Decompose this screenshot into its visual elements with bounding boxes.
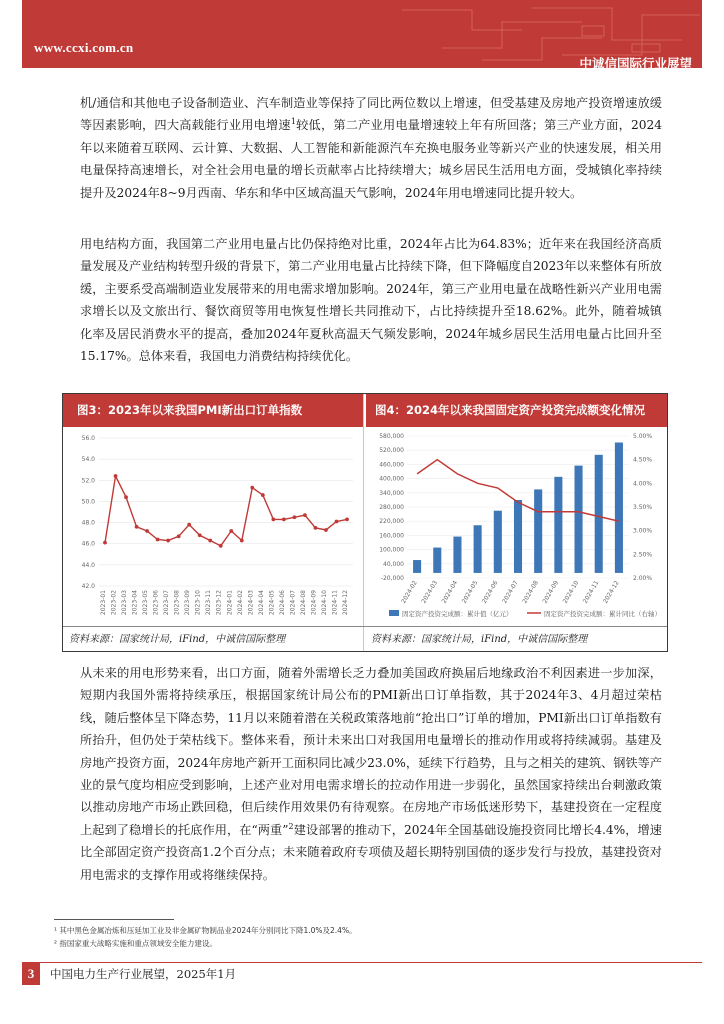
figure-panel [62,393,668,652]
source-divider [63,626,667,627]
fai-left-ytick-label: 460,000 [379,461,404,469]
pmi-point [208,539,212,543]
fai-xtick-label: 2024-12 [602,579,621,605]
pmi-xtick-label: 2023-08 [173,590,181,616]
fai-xtick-label: 2024-10 [561,579,581,605]
fai-bar [615,442,623,572]
fai-left-ytick-label: 520,000 [379,447,404,455]
fai-left-ytick-label: 220,000 [379,518,404,526]
pmi-xtick-label: 2024-12 [342,590,349,616]
pmi-xtick-label: 2023-02 [110,590,118,616]
fai-right-ytick-label: 2.50% [633,551,653,559]
pmi-xtick-label: 2023-11 [205,590,213,616]
pmi-point [314,526,318,530]
pmi-point [219,544,223,548]
fai-left-ytick-label: 40,000 [383,560,404,568]
figure-divider [363,394,366,651]
fai-bar [534,489,542,573]
fai-xtick-label: 2024-04 [440,579,460,605]
pmi-xtick-label: 2024-01 [226,590,234,616]
fai-right-ytick-label: 5.00% [633,433,653,440]
pmi-point [282,518,286,522]
pmi-point [324,528,328,532]
fai-legend-line-label: 固定资产投资完成额：累计同比（右轴） [544,610,661,618]
fai-legend-bar-label: 固定资产投资完成额：累计值（亿元） [402,610,513,618]
pmi-ytick-label: 48.0 [81,519,95,527]
pmi-xtick-label: 2023-07 [163,590,171,616]
pmi-ytick-label: 56.0 [81,435,95,442]
footnote-1: ¹ 其中黑色金属冶炼和压延加工业及非金属矿物制品业2024年分别同比下降1.0%及2.4%。 [54,926,357,935]
fai-bar [453,537,461,573]
pmi-point [145,529,149,533]
paragraph-3 [80,662,662,886]
fai-xtick-label: 2024-02 [400,579,419,605]
pmi-xtick-label: 2024-05 [268,590,276,616]
pmi-point [345,518,349,522]
fai-right-ytick-label: 4.00% [633,480,653,488]
paragraph-1-tail: 较低，第二产业用电量增速较上年有所回落；第三产业方面，2024年以来随着互联网、云计算、大数据、人工智能和新能源汽车充换电服务业等新兴产业的快速发展，相关用电量保持高速增长，对全社会用电量的增长贡献率占比持续增大；城乡居民生活用电方面，受城镇化率持续提升及2024年8~9月西南、华东和华中区域高温天气影响，2024年用电增速同比提升较大。 [80,118,662,200]
pmi-point [271,518,275,522]
fai-xtick-label: 2024-03 [420,579,440,605]
fai-bar [474,525,482,573]
pmi-xtick-label: 2024-07 [289,590,297,616]
fai-bar [514,500,522,573]
figure-3-title: 图3：2023年以来我国PMI新出口订单指数 [63,394,363,427]
fai-legend-bar-swatch [389,610,399,616]
pmi-point [187,523,191,527]
page-number: 3 [22,963,40,985]
fai-right-ytick-label: 3.00% [633,527,653,535]
pmi-xtick-label: 2023-09 [184,590,192,616]
fai-xtick-label: 2024-06 [480,579,500,605]
fai-bar [433,548,441,573]
fai-left-ytick-label: 280,000 [379,504,404,511]
fai-xtick-label: 2024-11 [581,579,601,605]
pmi-xtick-label: 2023-04 [131,590,139,616]
pmi-point [261,493,265,497]
pmi-xtick-label: 2024-02 [236,590,244,616]
pmi-xtick-label: 2023-12 [215,590,223,616]
pmi-ytick-label: 50.0 [81,498,95,506]
pmi-point [303,513,307,517]
fai-right-ytick-label: 3.50% [633,504,653,511]
fai-left-ytick-label: 340,000 [379,489,404,497]
footnote-2: ² 指国家重大战略实施和重点领域安全能力建设。 [54,939,217,948]
paragraph-1-text: 机/通信和其他电子设备制造业、汽车制造业等保持了同比两位数以上增速，但受基建及房地产投资增速放缓等因素影响，四大高载能行业用电增速 [80,96,662,133]
fai-bar [413,560,421,573]
paragraph-2: 用电结构方面，我国第二产业用电量占比仍保持绝对比重，2024年占比为64.83%；近年来在我国经济高质量发展及产业结构转型升级的背景下，第二产业用电量占比持续下降，但下降幅度自2023年以来整体有所放缓，主要系受高端制造业发展带来的用电需求增加影响。2024年，第三产业用电量在战略性新兴产业用电需求增长以及文旅出行、餐饮商贸等用电恢复性增长共同推动下，占比持续提升至18.62%。此外，随着城镇化率及居民消费水平的提高，叠加2024年夏秋高温天气频发影响，2024年城乡居民生活用电量占比回升至15.17%。总体来看，我国电力消费结构持续优化。 [80,237,662,364]
figure-3-source: 资料来源：国家统计局，iFind，中诚信国际整理 [69,634,286,645]
fai-left-ytick-label: 160,000 [379,532,404,540]
pmi-point [335,520,339,524]
pmi-xtick-label: 2023-06 [152,590,160,616]
pmi-point [229,529,233,533]
pmi-xtick-label: 2024-10 [320,590,328,616]
pmi-point [198,533,202,537]
pmi-xtick-label: 2023-10 [194,590,202,616]
pmi-xtick-label: 2024-06 [278,590,286,616]
pmi-ytick-label: 54.0 [81,456,95,464]
fai-bar [595,455,603,573]
report-series-title: 中诚信国际行业展望 [579,56,692,71]
fixed-asset-investment-chart [367,428,665,624]
pmi-xtick-label: 2024-08 [299,590,307,616]
fai-left-ytick-label: 400,000 [379,475,404,483]
pmi-point [292,515,296,519]
pmi-point [250,486,254,490]
pmi-ytick-label: 52.0 [81,477,95,485]
pmi-ytick-label: 42.0 [81,583,95,590]
fai-bar [554,477,562,573]
pmi-point [156,538,160,542]
pmi-point [114,474,118,478]
site-url[interactable]: www.ccxi.com.cn [34,40,134,55]
pmi-series-line [105,476,347,546]
footnote-ref-1[interactable]: 1 [290,117,296,127]
pmi-xtick-label: 2023-03 [121,590,129,616]
pmi-xtick-label: 2024-04 [257,590,265,616]
fai-bar [575,466,583,573]
pmi-point [166,539,170,543]
figure-4-title: 图4：2024年以来我国固定资产投资完成额变化情况 [365,394,667,427]
paragraph-1 [80,92,662,204]
pmi-ytick-label: 46.0 [81,540,95,548]
pmi-point [103,541,107,545]
footnote-rule [54,919,174,920]
pmi-point [240,539,244,543]
pmi-xtick-label: 2024-09 [310,590,318,616]
fai-xtick-label: 2024-07 [501,579,520,605]
footnote-ref-2[interactable]: 2 [288,821,294,831]
footer-title: 中国电力生产行业展望，2025年1月 [50,967,237,981]
pmi-point [124,495,128,499]
fai-left-ytick-label: 100,000 [379,546,404,554]
pmi-ytick-label: 44.0 [81,561,95,569]
fai-left-ytick-label: -20,000 [380,575,404,582]
pmi-point [177,534,181,538]
fai-left-ytick-label: 580,000 [379,433,404,440]
paragraph-3-text: 从未来的用电形势来看，出口方面，随着外需增长乏力叠加美国政府换届后地缘政治不利因素进一步加深，短期内我国外需将持续承压，根据国家统计局公布的PMI新出口订单指数，其于2024年3、4月超过荣枯线，随后整体呈下降态势，11月以来随着潜在关税政策落地前“抢出口”订单的增加，PMI新出口订单指数有所抬升，但仍处于荣枯线下。整体来看，预计未来出口对我国用电量增长的推动作用或将持续减弱。基建及房地产投资方面，2024年房地产新开工面积同比减少23.0%，延续下行趋势，且与之相关的建筑、钢铁等产业的景气度均相应受到影响，上述产业对用电需求增长的拉动作用进一步弱化，虽然国家持续出台刺激政策以推动房地产市场止跌回稳，但后续作用效果仍有待观察。在房地产市场低迷形势下，基建投资在一定程度上起到了稳增长的托底作用，在“两重” [80,666,662,837]
fai-right-ytick-label: 2.00% [633,575,653,582]
page-header [22,0,702,71]
figure-4-source: 资料来源：国家统计局，iFind，中诚信国际整理 [371,634,588,645]
fai-right-ytick-label: 4.50% [633,456,653,464]
fai-bar [494,511,502,573]
pmi-xtick-label: 2024-03 [247,590,255,616]
pmi-point [135,525,139,529]
pmi-xtick-label: 2023-01 [100,590,107,616]
pmi-line-chart [65,428,361,624]
pmi-xtick-label: 2024-11 [331,590,339,616]
pmi-xtick-label: 2023-05 [142,590,150,616]
fai-xtick-label: 2024-08 [521,579,540,605]
fai-xtick-label: 2024-09 [541,579,561,605]
footer-rule [22,962,702,963]
fai-xtick-label: 2024-05 [460,579,480,605]
paragraph-3-tail: 建设部署的推动下，2024年全国基础设施投资同比增长4.4%，增速比全部固定资产投资高1.2个百分点；未来随着政府专项债及超长期特别国债的逐步发行与投放，基建投资对用电需求的支撑作用或将继续保持。 [80,822,662,882]
